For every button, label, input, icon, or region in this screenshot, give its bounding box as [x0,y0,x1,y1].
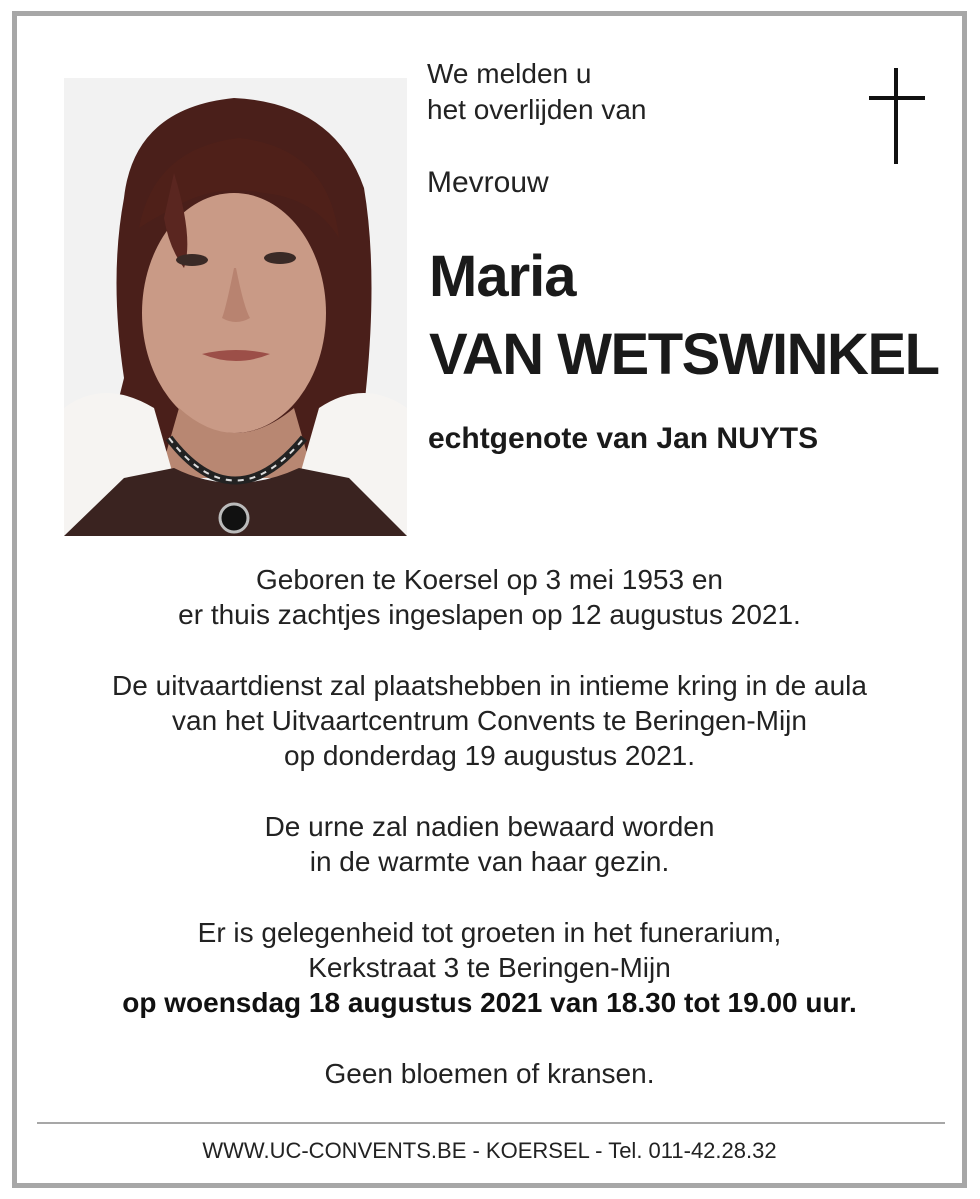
intro-line-1: We melden u [427,58,592,89]
visit-line-2: Kerkstraat 3 te Beringen-Mijn [308,952,671,983]
birth-line-2: er thuis zachtjes ingeslapen op 12 augustus 2021. [178,599,801,630]
service-line-1: De uitvaartdienst zal plaatshebben in intieme kring in de aula [112,670,867,701]
flowers-paragraph [17,1056,962,1091]
flowers-line: Geen bloemen of kransen. [324,1058,655,1089]
service-line-2: van het Uitvaartcentrum Convents te Beringen-Mijn [172,705,807,736]
spouse-line: echtgenote van Jan NUYTS [428,422,819,455]
intro-line-2: het overlijden van [427,94,647,125]
urn-line-2: in de warmte van haar gezin. [309,846,670,877]
urn-paragraph [17,809,962,879]
last-name: VAN WETSWINKEL [429,322,939,387]
cross-icon [869,68,925,164]
service-line-3: op donderdag 19 augustus 2021. [283,740,696,771]
service-paragraph [17,668,962,773]
obituary-card [12,11,967,1188]
urn-line-1: De urne zal nadien bewaard worden [264,811,715,842]
footer-divider [37,1122,945,1124]
footer-contact: WWW.UC-CONVENTS.BE - KOERSEL - Tel. 011-42.28.32 [202,1138,777,1163]
obituary-body [17,562,962,1127]
visitation-paragraph [17,915,962,1020]
birth-paragraph [17,562,962,632]
visit-line-3: op woensdag 18 augustus 2021 van 18.30 tot 19.00 uur. [122,987,857,1018]
birth-line-1: Geboren te Koersel op 3 mei 1953 en [256,564,723,595]
first-name: Maria [429,244,576,309]
visit-line-1: Er is gelegenheid tot groeten in het funerarium, [197,917,782,948]
portrait-photo [64,78,407,536]
honorific: Mevrouw [427,166,549,199]
